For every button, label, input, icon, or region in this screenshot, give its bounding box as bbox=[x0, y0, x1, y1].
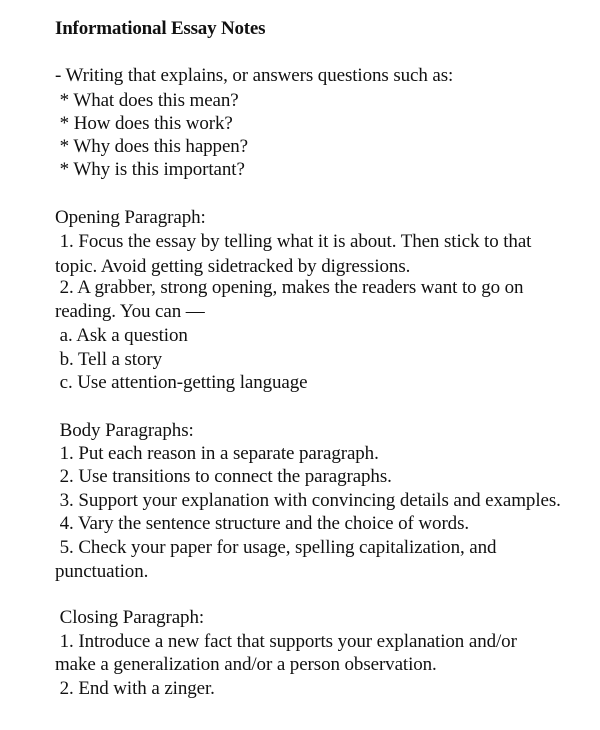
closing-line: 1. Introduce a new fact that supports your explanation and/or bbox=[55, 631, 517, 652]
body-heading: Body Paragraphs: bbox=[55, 420, 194, 441]
closing-heading: Closing Paragraph: bbox=[55, 607, 205, 628]
document-title: Informational Essay Notes bbox=[55, 18, 266, 39]
intro-lead: - Writing that explains, or answers questions such as: bbox=[55, 65, 454, 86]
body-line: 4. Vary the sentence structure and the choice of words. bbox=[55, 513, 470, 534]
body-line: punctuation. bbox=[55, 561, 149, 582]
body-line: 2. Use transitions to connect the paragraphs. bbox=[55, 466, 392, 487]
opening-line: 2. A grabber, strong opening, makes the readers want to go on bbox=[55, 277, 524, 298]
opening-line: topic. Avoid getting sidetracked by digressions. bbox=[55, 256, 411, 277]
opening-line: 1. Focus the essay by telling what it is about. Then stick to that bbox=[55, 231, 532, 252]
closing-line: 2. End with a zinger. bbox=[55, 678, 215, 699]
body-line: 3. Support your explanation with convincing details and examples. bbox=[55, 490, 561, 511]
opening-line: c. Use attention-getting language bbox=[55, 372, 308, 393]
closing-line: make a generalization and/or a person observation. bbox=[55, 654, 437, 675]
intro-item: * Why is this important? bbox=[55, 159, 245, 180]
intro-item: * How does this work? bbox=[55, 113, 233, 134]
intro-item: * What does this mean? bbox=[55, 90, 239, 111]
body-line: 5. Check your paper for usage, spelling capitalization, and bbox=[55, 537, 497, 558]
opening-heading: Opening Paragraph: bbox=[55, 207, 206, 228]
opening-line: b. Tell a story bbox=[55, 349, 163, 370]
opening-line: reading. You can — bbox=[55, 301, 205, 322]
body-line: 1. Put each reason in a separate paragraph. bbox=[55, 443, 379, 464]
intro-item: * Why does this happen? bbox=[55, 136, 249, 157]
opening-line: a. Ask a question bbox=[55, 325, 188, 346]
